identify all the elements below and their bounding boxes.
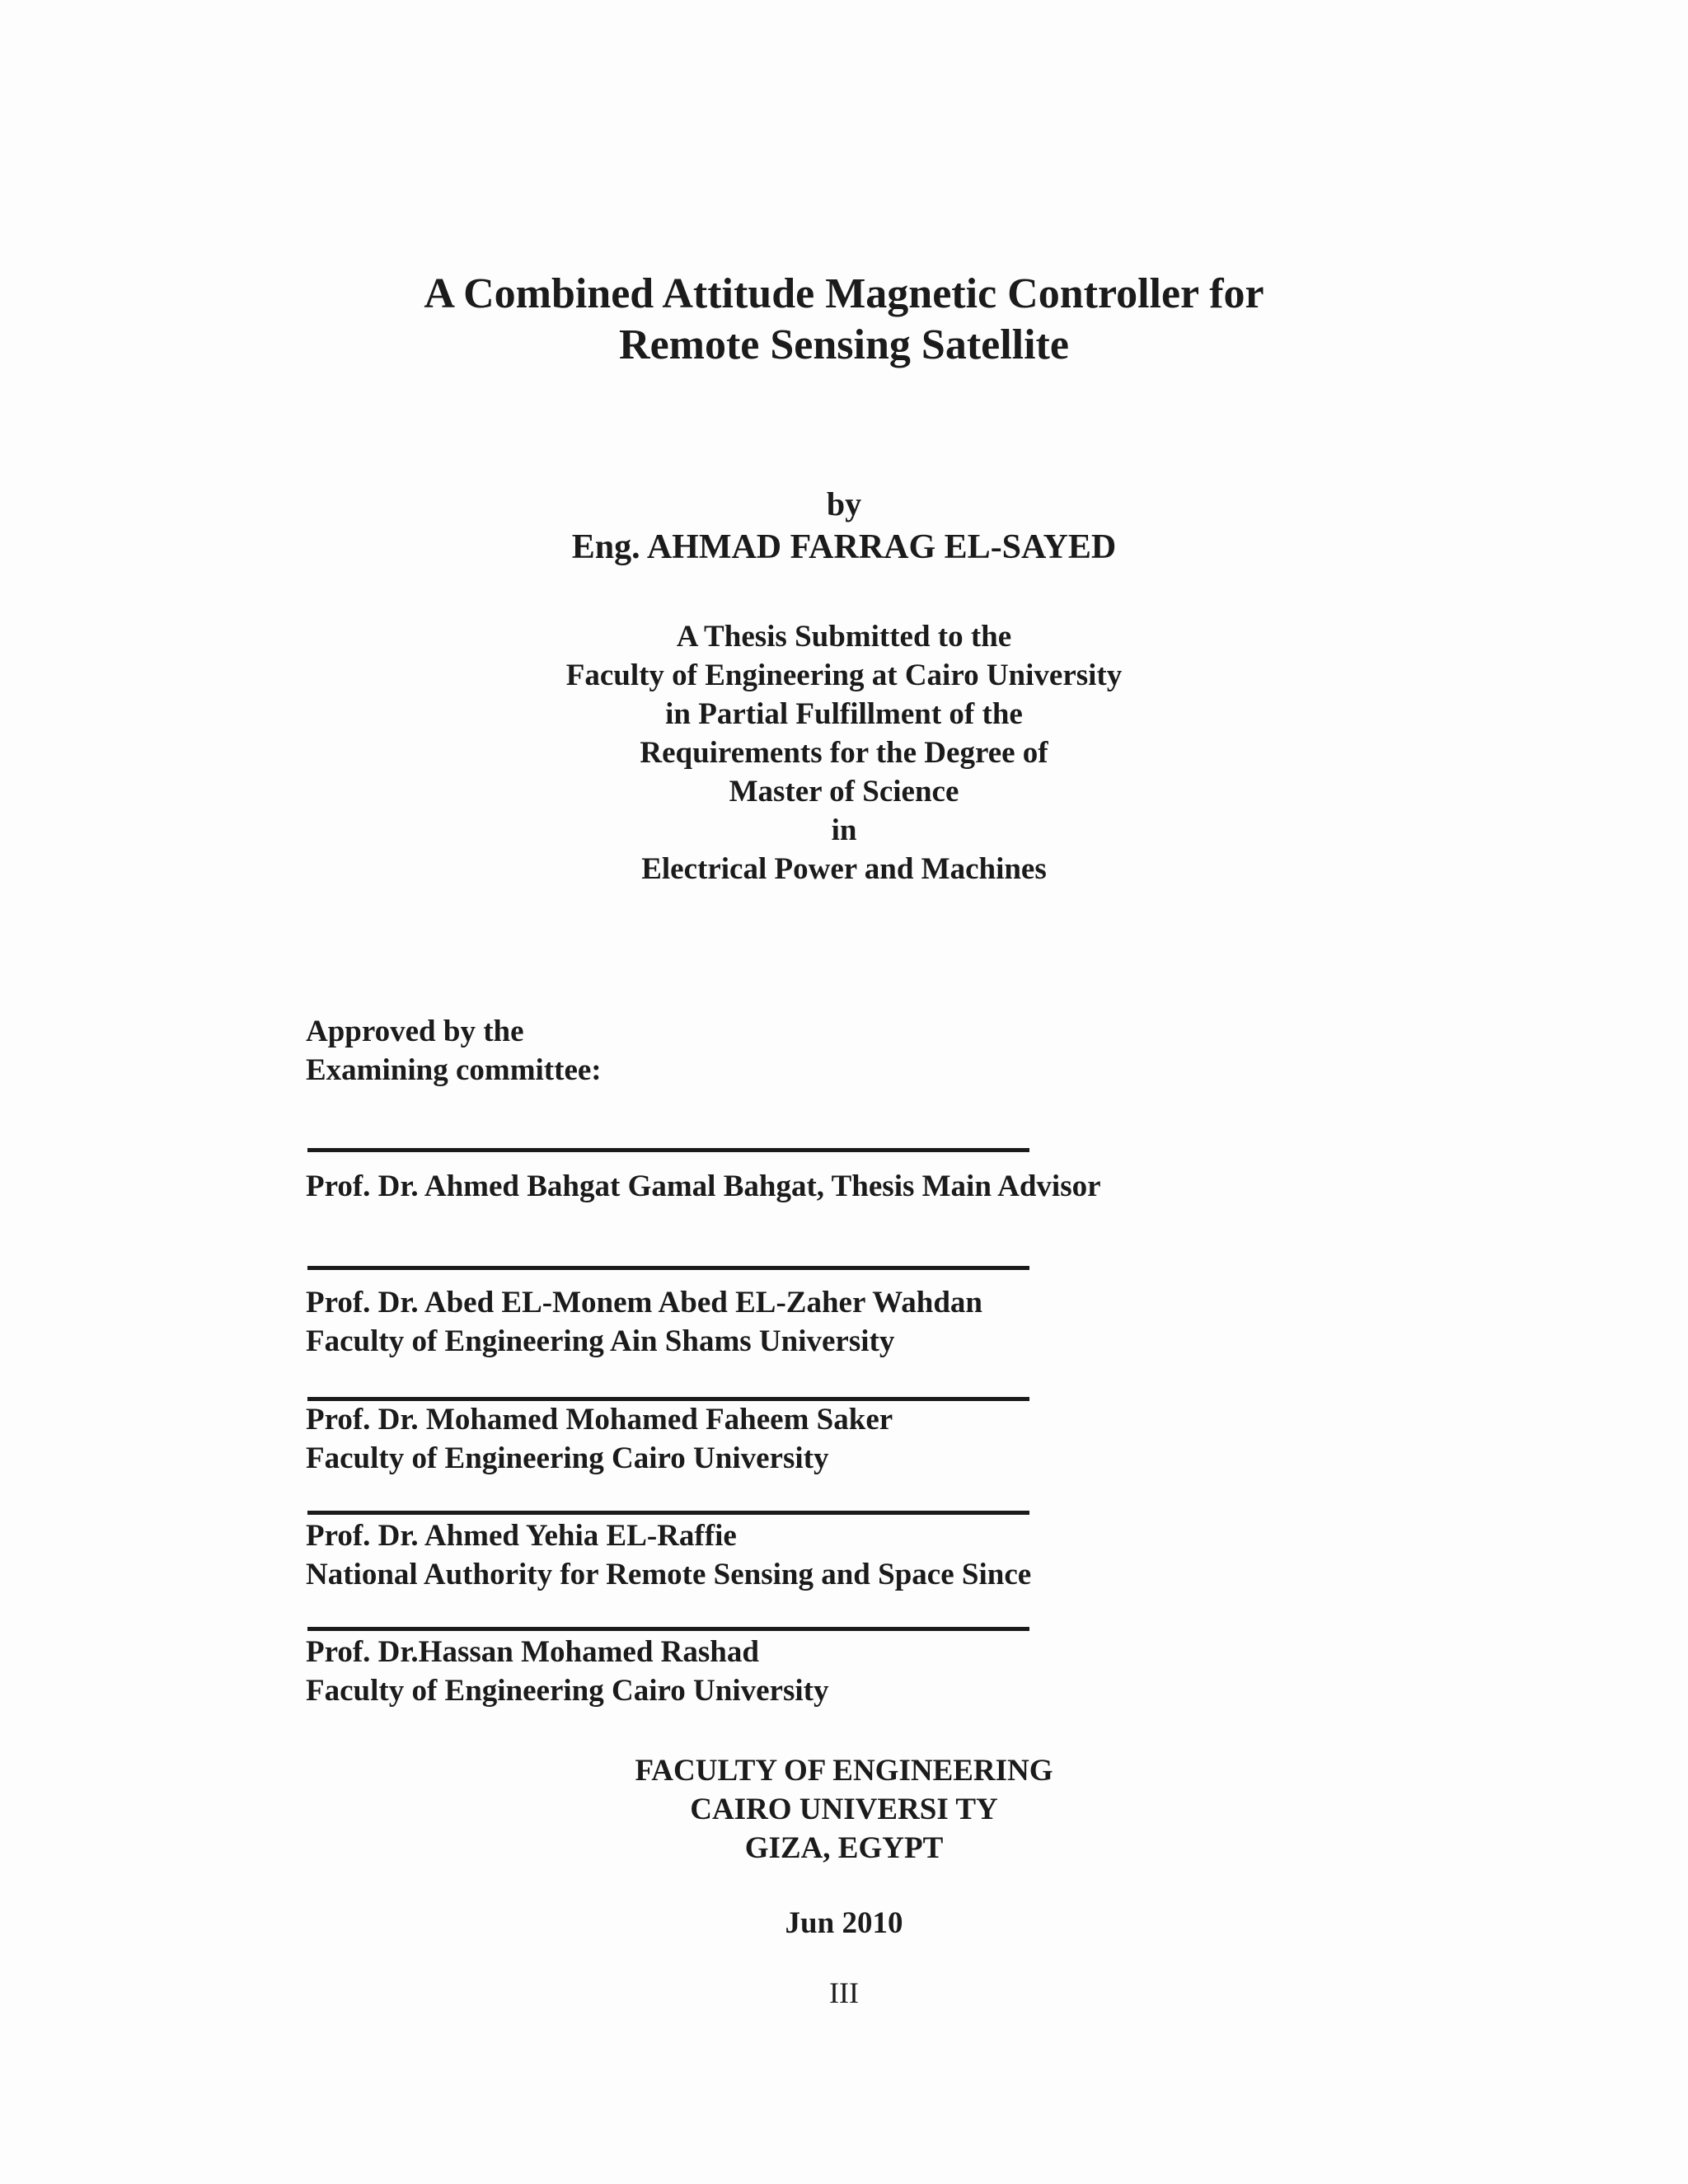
committee-member-name: Prof. Dr.Hassan Mohamed Rashad (306, 1635, 759, 1669)
page-number: III (829, 1976, 859, 2009)
thesis-statement-line: in (831, 813, 857, 847)
signature-line (307, 1148, 1029, 1152)
approval-heading (306, 1012, 602, 1090)
thesis-date: Jun 2010 (785, 1906, 903, 1940)
thesis-statement-line: A Thesis Submitted to the (676, 620, 1012, 654)
thesis-statement-line: Faculty of Engineering at Cairo University (565, 658, 1123, 692)
approval-line-1: Approved by the (306, 1015, 524, 1048)
thesis-statement-line: Electrical Power and Machines (641, 852, 1047, 886)
thesis-statement-line: in Partial Fulfillment of the (665, 697, 1023, 731)
university-name: CAIRO UNIVERSI TY (690, 1793, 998, 1826)
committee-member-name: Prof. Dr. Abed EL-Monem Abed EL-Zaher Wahdan (306, 1286, 982, 1319)
thesis-statement-line: Requirements for the Degree of (640, 736, 1048, 770)
signature-line (307, 1511, 1029, 1515)
approval-line-2: Examining committee: (306, 1053, 602, 1087)
committee-member-name: Prof. Dr. Ahmed Bahgat Gamal Bahgat, Thesis Main Advisor (306, 1169, 1101, 1203)
signature-line (307, 1627, 1029, 1631)
thesis-title-line-2: Remote Sensing Satellite (619, 321, 1069, 368)
committee-member-name: Prof. Dr. Mohamed Mohamed Faheem Saker (306, 1403, 893, 1436)
faculty-name: FACULTY OF ENGINEERING (635, 1754, 1053, 1788)
author-name: Eng. AHMAD FARRAG EL-SAYED (571, 528, 1117, 566)
committee-member-affiliation: Faculty of Engineering Cairo University (306, 1441, 829, 1475)
thesis-title-line-1: A Combined Attitude Magnetic Controller for (424, 270, 1264, 317)
committee-member-affiliation: Faculty of Engineering Cairo University (306, 1674, 829, 1708)
committee-member-4 (306, 1516, 1031, 1594)
committee-member-name: Prof. Dr. Ahmed Yehia EL-Raffie (306, 1519, 737, 1553)
university-location: GIZA, EGYPT (744, 1831, 944, 1865)
institution-block (0, 1751, 1688, 1868)
committee-member-3 (306, 1400, 893, 1478)
signature-line (307, 1266, 1029, 1270)
committee-member-5 (306, 1633, 828, 1710)
thesis-statement-line: Master of Science (729, 775, 959, 808)
by-label: by (826, 485, 862, 523)
committee-member-1 (306, 1167, 1101, 1206)
thesis-statement (0, 617, 1688, 888)
committee-member-affiliation: National Authority for Remote Sensing and Space Since (306, 1558, 1032, 1591)
committee-member-affiliation: Faculty of Engineering Ain Shams University (306, 1324, 895, 1358)
committee-member-2 (306, 1283, 982, 1361)
